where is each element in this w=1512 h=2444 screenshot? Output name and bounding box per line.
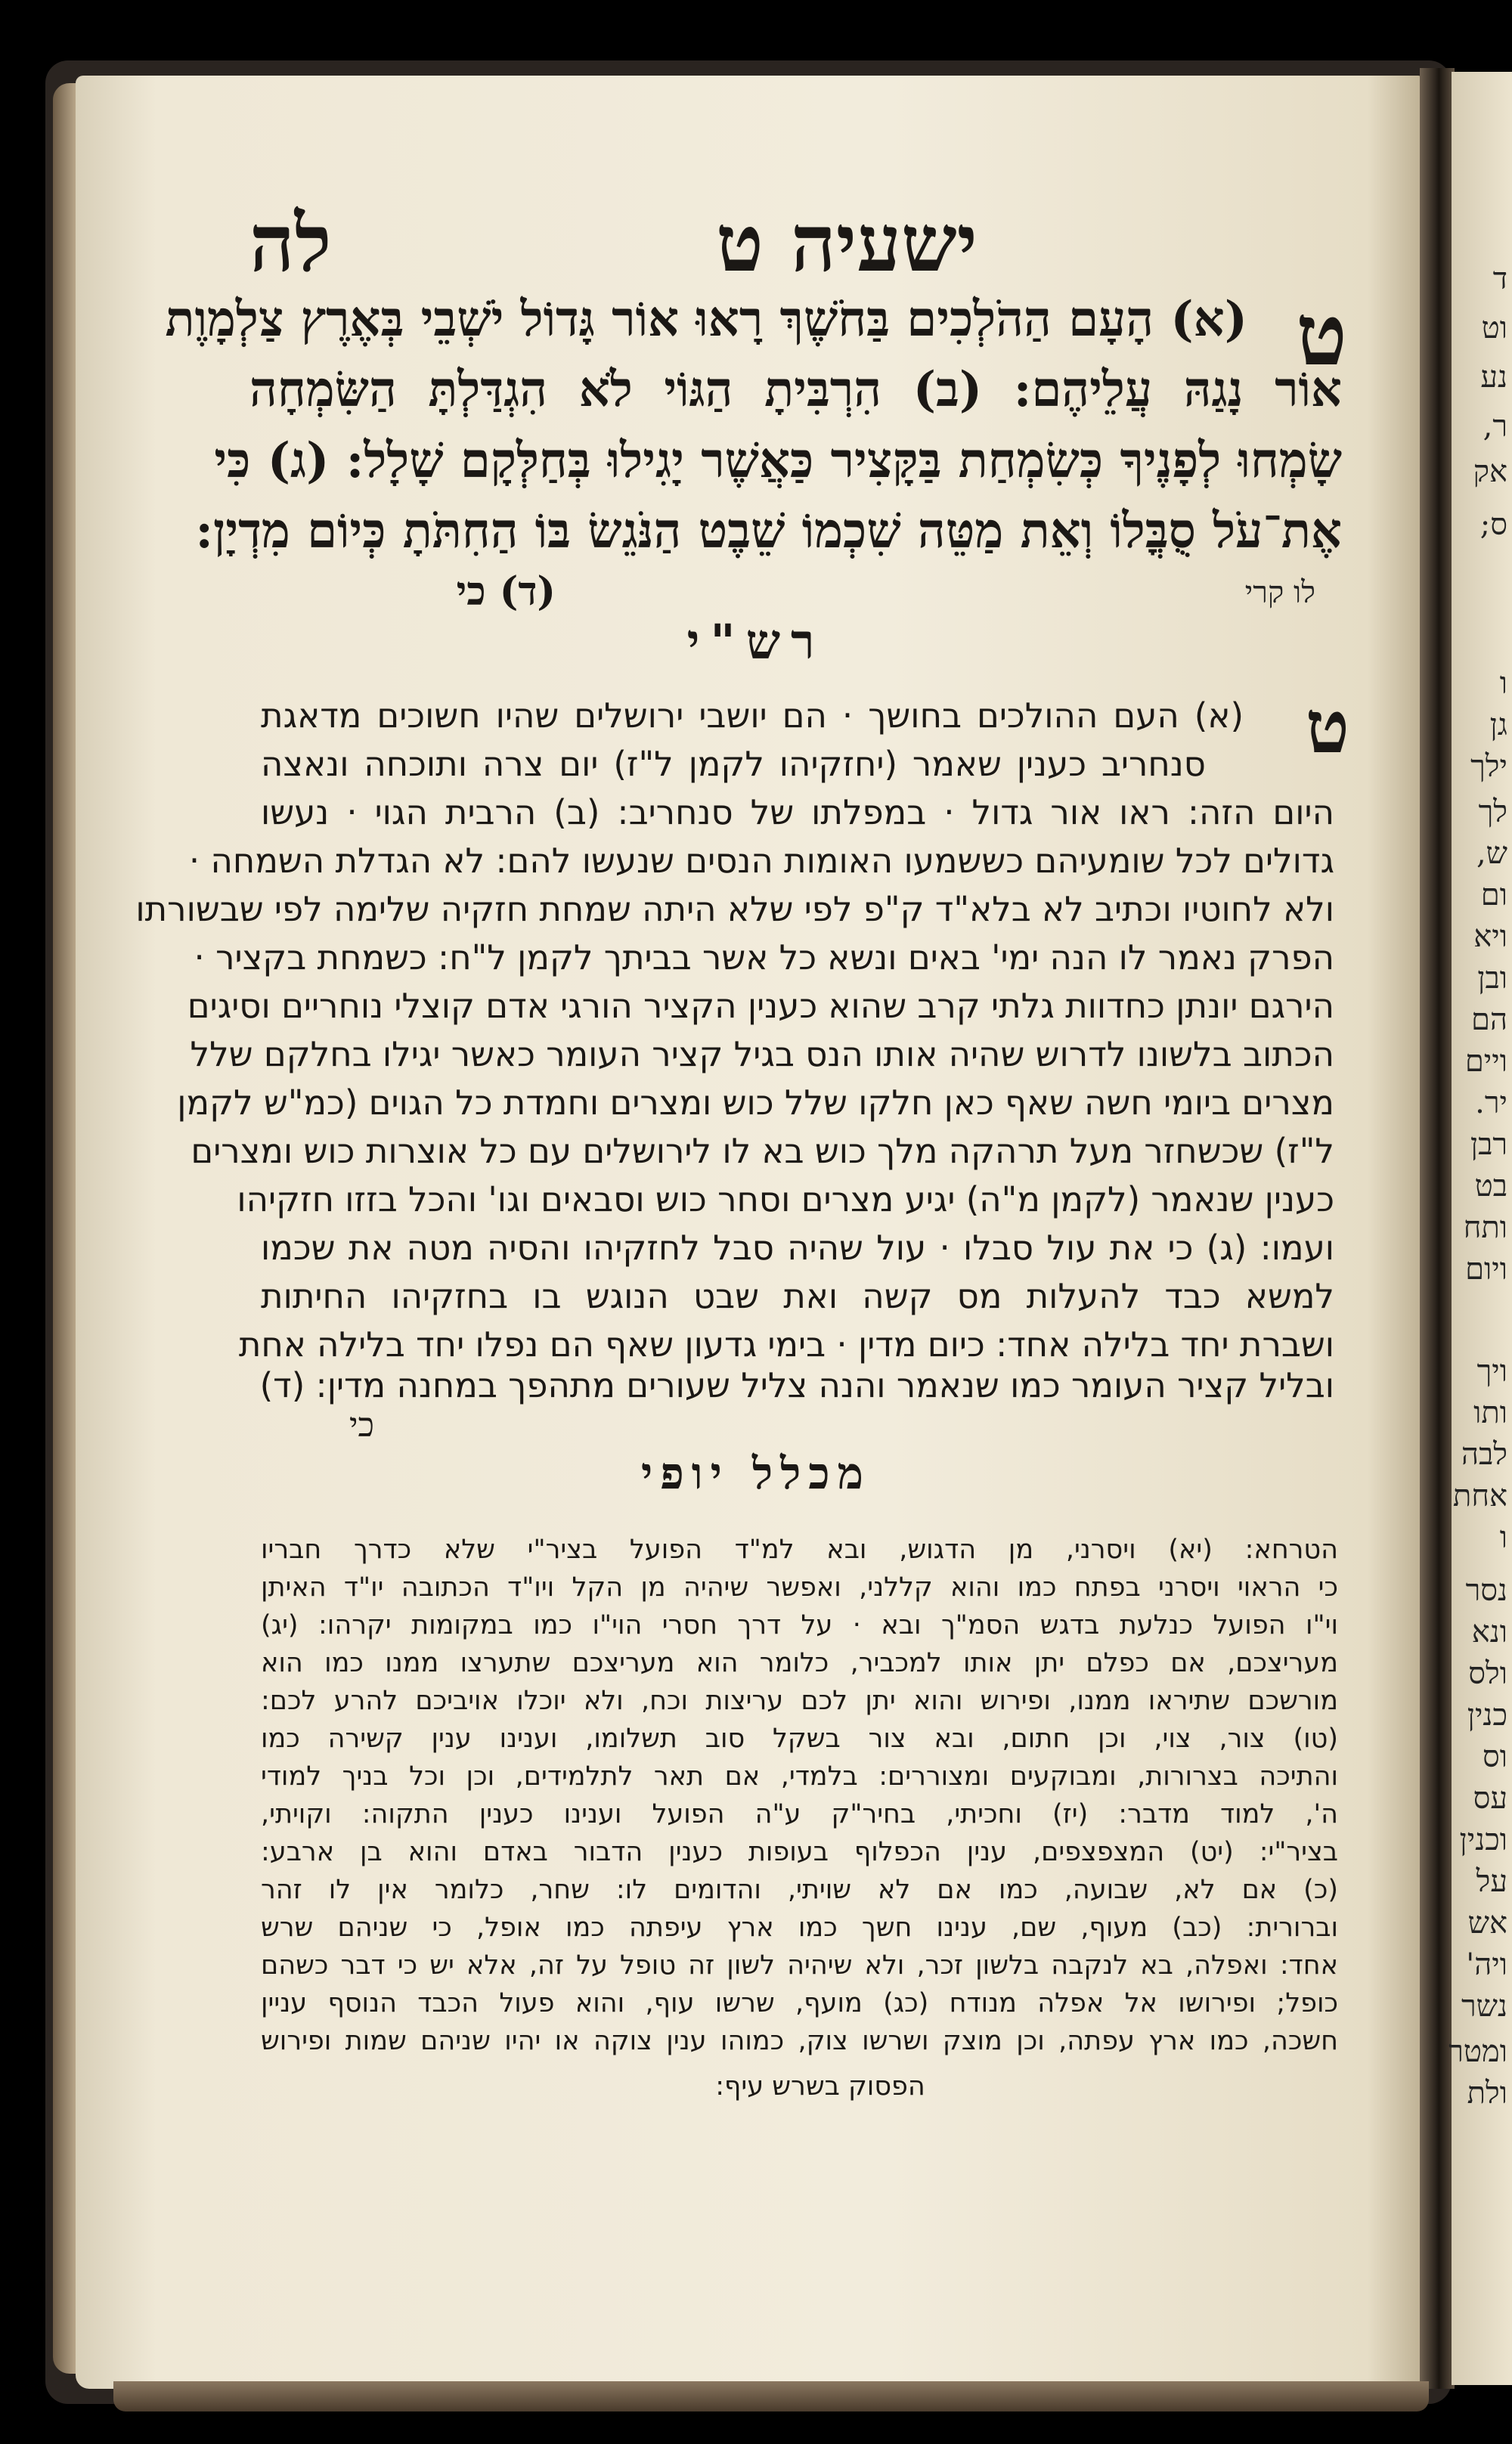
mikhlol-line: כי הראוי ויסרני בפתח כמו והוא קללני, ואפשר שיהיה מן הקל ויו"ד הכתובה יו"ד האיתן — [261, 1572, 1338, 1603]
running-header — [249, 197, 1346, 290]
rashi-letter: ט — [1306, 684, 1349, 770]
catchword-rashi: כי — [349, 1406, 374, 1445]
rashi-title: רש"י — [686, 614, 826, 671]
next-page-fragment: כנין — [1467, 1698, 1507, 1733]
next-page-fragment: אחת — [1452, 1479, 1507, 1513]
next-page-fragment: ויא — [1473, 919, 1507, 954]
mikhlol-line: הטרחא: (יא) ויסרני, מן הדגוש, ובא למ"ד הפועל בציר"י שלא כדרך חבריו — [261, 1535, 1338, 1565]
rashi-line: ל"ז) שכשחזר מעל תרהקה מלך כוש בא לו לירושלים עם כל אוצרות כוש ומצרים — [191, 1131, 1334, 1171]
next-page-fragment: ונא — [1471, 1615, 1507, 1649]
rashi-line: ובליל קציר העומר כמו שנאמר והנה צליל שעורים מתהפך במחנה מדין: (ד) — [259, 1365, 1334, 1405]
next-page-fragment: ום — [1480, 878, 1507, 912]
next-page-fragment: ויים — [1464, 1044, 1507, 1079]
verse-line: אוֹר נָגַהּ עֲלֵיהֶם: (ב) הִרְבִּיתָ הַגּוֹי לֹא הִגְדַּלְתָּ הַשִּׂמְחָה — [249, 361, 1342, 418]
catchword-verse: (ד) כי — [456, 568, 556, 615]
mikhlol-line: אחד: ואפלה, בא לנקבה בלשון זכר, ולא שיהיה לשון זה טופל על זה, אלא יש כי דבר כשהם — [261, 1950, 1338, 1981]
chapter-letter: ט — [1296, 286, 1347, 385]
rashi-line: ולא לחוטיו וכתיב לא בלא"ד ק"פ לפי שלא היתה שמחת חזקיה שלימה לפי שבשורתו — [135, 889, 1334, 929]
verse-line: (א) הָעָם הַהֹלְכִים בַּחֹשֶׁךְ רָאוּ אוֹר גָּדוֹל יֹשְׁבֵי בְּאֶרֶץ צַלְמָוֶת — [165, 291, 1247, 348]
rashi-line: (א) העם ההולכים בחושך · הם יושבי ירושלים שהיו חשוכים מדאגת — [261, 695, 1244, 736]
rashi-line: הפרק נאמר לו הנה ימי' באים ונשא כל אשר בביתך לקמן ל"ח: כשמחת בקציר · — [194, 937, 1334, 977]
next-page-fragment: רבן — [1470, 1127, 1507, 1162]
rashi-line: הירגם יונתן כחדוות גלתי קרב שהוא כענין הקציר הורגי אדם קוצלי נוחריים וסיגים — [187, 986, 1334, 1026]
mikhlol-line: וברורית: (כב) מעוף, שם, ענינו חשך כמו ארץ עיפתה כמו אופל, כי שניהם שרש — [261, 1913, 1338, 1943]
next-page-fragment: ו — [1499, 666, 1507, 701]
next-page-fragment: וס — [1483, 1739, 1507, 1774]
rashi-line: היום הזה: ראו אור גדול · במפלתו של סנחריב: (ב) הרבית הגוי · נעשו — [261, 792, 1334, 832]
rashi-line: למשא כבד להעלות מס קשה ואת שבט הנוגש בו בחזקיהו החיתות — [261, 1276, 1334, 1316]
mikhlol-last-line: הפסוק בשרש עיף: — [715, 2071, 925, 2102]
next-page-fragment: ולת — [1467, 2076, 1507, 2111]
next-page-fragment: ילך — [1470, 749, 1507, 784]
mikhlol-line: (כ) אם לא, שבועה, כמו אם לא שויתי, והדומים לו: שחר, כלומר אין לו זהר — [261, 1875, 1338, 1905]
next-page-fragment: ומטר — [1448, 2034, 1507, 2069]
next-page-fragment: ובן — [1477, 961, 1507, 996]
next-page-fragment: בט — [1474, 1169, 1507, 1203]
mikhlol-line: כופל; ופירושו אל אפלה מנודח (כג) מועף, שרשו עוף, והוא פעול הכבד הנוסף עניין — [261, 1988, 1338, 2018]
mikhlol-line: חשכה, כמו ארץ עפתה, וכן מוצק ושרשו צוק, כמוהו ענין צוקה או יהיו שניהם שמות ופירוש — [261, 2026, 1338, 2056]
next-page-fragment: ויה' — [1466, 1947, 1507, 1982]
rashi-line: מצרים ביומי חשה שאף כאן חלקו שלל כוש ומצרים וחמדת כל הגוים (כמ"ש לקמן — [177, 1083, 1334, 1123]
next-page-fragment: אק — [1473, 454, 1507, 489]
rashi-line: כענין שנאמר (לקמן מ"ה) יגיע מצרים וסחר כוש וסבאים וגו' והכל בזזו חזקיהו — [237, 1179, 1334, 1219]
next-page-fragment: עס — [1473, 1781, 1507, 1816]
mikhlol-line: (טו) צור, צוי, וכן חתום, ובא צור בשקל סוב תשלומו, וענינו ענין קשירה כמו — [261, 1724, 1338, 1754]
mikhlol-line: בציר"י: (יט) המצפצפים, ענין הכפלוף בעופות כענין הדבור באדם והוא בן ארבע: — [261, 1837, 1338, 1867]
mikhlol-line: והתיכה בצרורות, ומבוקעים ומצוררים: בלמדי, אם תאר לתלמידים, וכן וכל בניך למודי — [261, 1761, 1338, 1792]
next-page-fragment: אש — [1467, 1906, 1507, 1941]
verse-line: אֶת־עֹל סֻבֳּלוֹ וְאֵת מַטֵּה שִׁכְמוֹ שֵׁבֶט הַנֹּגֵשׂ בּוֹ הַחִתֹּתָ כְּיוֹם מִדְיָן: — [195, 503, 1342, 559]
folio-number: לה — [249, 197, 332, 290]
book-chapter-title: ישעיה ט — [716, 197, 978, 290]
next-page-fragment: ותו — [1473, 1395, 1507, 1430]
qere-note: לו קרי — [1244, 575, 1315, 610]
next-page-fragment: ו — [1499, 1520, 1507, 1555]
next-page-fragment: ויך — [1476, 1354, 1507, 1389]
next-page-fragment: ותח — [1463, 1210, 1507, 1245]
verse-line: שָׂמְחוּ לְפָנֶיךָ כְּשִׂמְחַת בַּקָּצִיר כַּאֲשֶׁר יָגִילוּ בְּחַלְּקָם שָׁלָל: (ג) כִּי — [214, 432, 1342, 489]
next-page-fragment: נע — [1480, 360, 1507, 395]
next-page-fragment: לך — [1478, 795, 1507, 829]
mikhlol-title: מכלל יופי — [641, 1448, 871, 1499]
rashi-line: הכתוב בלשונו לדרוש שהיה אותו הנס בגיל קציר העומר כאשר יגילו בחלקם שלל — [190, 1034, 1334, 1074]
next-page-fragment: לבה — [1461, 1437, 1507, 1472]
mikhlol-line: וי"ו הפועל כנלעת בדגש הסמ"ך ובא · על דרך חסרי הוי"ו כמו במקומות יקרהו: (יג) — [261, 1610, 1338, 1640]
next-page-fragment: גן — [1489, 708, 1507, 742]
next-page-fragment: נשר — [1461, 1989, 1507, 2024]
rashi-line: ועמו: (ג) כי את עול סבלו · עול שהיה סבל לחזקיהו והסיה מטה את שכמו — [261, 1228, 1334, 1268]
next-page-fragment: ס; — [1479, 507, 1507, 542]
next-page-fragment: ד — [1492, 262, 1507, 296]
next-page-fragment: ולס — [1468, 1656, 1507, 1691]
next-page-fragment: הם — [1471, 1002, 1507, 1037]
mikhlol-line: מורשכם שתיראו ממנו, ופירוש והוא יתן לכם עריצות וכח, ולא יוכלו אויביכם להרע לכם: — [261, 1686, 1338, 1716]
page-bottom-edge — [113, 2381, 1429, 2411]
rashi-line: ושברת יחד בלילה אחד: כיום מדין · בימי גדעון שאף הם נפלו יחד בלילה אחת — [238, 1324, 1334, 1364]
mikhlol-line: ה', למוד מדבר: (יז) וחכיתי, בחיר"ק ע"ה הפועל וענינו כענין התקוה: וקויתי, — [261, 1799, 1338, 1829]
mikhlol-line: מעריצכם, אם כפלם יתן אותו למכביר, כלומר הוא מעריצכם שתערצו ממנו כמו הוא — [261, 1648, 1338, 1678]
next-page-fragment: ש, — [1476, 836, 1507, 871]
rashi-line: גדולים לכל שומעיהם כששמעו האומות הנסים שנעשו להם: לא הגדלת השמחה · — [188, 841, 1334, 881]
next-page-fragment: וט — [1481, 311, 1507, 345]
rashi-line: סנחריב כענין שאמר (יחזקיהו לקמן ל"ז) יום צרה ותוכחה ונאצה — [261, 744, 1206, 784]
next-page-fragment: ר, — [1483, 409, 1507, 444]
next-page-fragment: על — [1476, 1864, 1507, 1899]
next-page-fragment: וכנין — [1459, 1823, 1507, 1857]
next-page-fragment: ויום — [1465, 1252, 1507, 1287]
next-page-fragment: נסר — [1465, 1573, 1507, 1608]
next-page-fragment: יר. — [1475, 1086, 1507, 1120]
